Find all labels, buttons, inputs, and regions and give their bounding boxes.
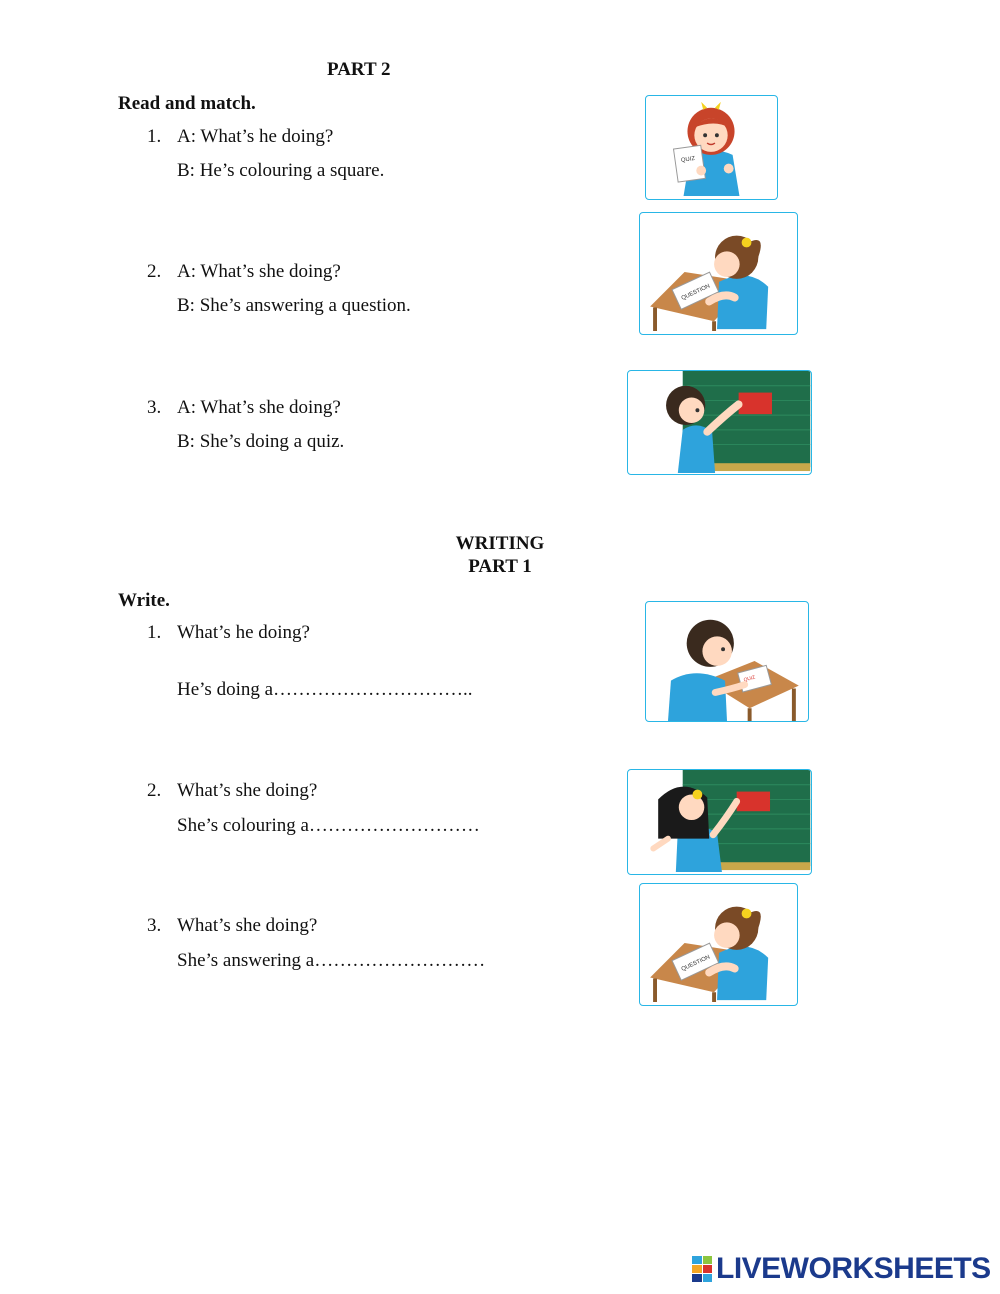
- liveworksheets-brand: LIVEWORKSHEETS: [716, 1252, 991, 1285]
- writing-item-2-number: 2.: [147, 780, 162, 801]
- girl-question-illustration: [640, 213, 797, 334]
- writing-subheading: PART 1: [468, 556, 532, 577]
- part2-item-3-answer: B: She’s doing a quiz.: [177, 431, 345, 452]
- part2-item-2-question: A: What’s she doing?: [177, 261, 341, 282]
- picture-girl-writing-question-2: [639, 883, 798, 1006]
- writing-item-3-question: What’s she doing?: [177, 915, 318, 936]
- part2-item-1-number: 1.: [147, 126, 162, 147]
- writing-item-1-number: 1.: [147, 622, 162, 643]
- girl-board-illustration: [628, 770, 811, 874]
- writing-item-3-number: 3.: [147, 915, 162, 936]
- boy-board-illustration: [628, 371, 811, 474]
- picture-boy-doing-quiz: [645, 601, 809, 722]
- quiz-label: QUIZ: [680, 155, 696, 164]
- part2-instruction: Read and match.: [118, 93, 256, 114]
- picture-girl-colouring-square: [627, 769, 812, 875]
- question-label-2: QUESTION: [680, 954, 712, 973]
- picture-girl-holding-quiz[interactable]: [645, 95, 778, 200]
- boy-quiz-desk-illustration: [646, 602, 808, 721]
- writing-heading: WRITING: [455, 533, 545, 554]
- part2-item-1-answer: B: He’s colouring a square.: [177, 160, 385, 181]
- girl-question-illustration-2: [640, 884, 797, 1005]
- writing-item-1-answer-blank[interactable]: He’s doing a…………………………..: [177, 679, 473, 700]
- writing-item-2-answer-blank[interactable]: She’s colouring a………………………: [177, 815, 480, 836]
- part2-item-2-answer: B: She’s answering a question.: [177, 295, 411, 316]
- part2-item-1-question: A: What’s he doing?: [177, 126, 334, 147]
- writing-item-1-question: What’s he doing?: [177, 622, 310, 643]
- picture-boy-colouring-square[interactable]: [627, 370, 812, 475]
- part2-item-3-question: A: What’s she doing?: [177, 397, 341, 418]
- liveworksheets-mark-icon: [692, 1256, 712, 1282]
- writing-item-2-question: What’s she doing?: [177, 780, 318, 801]
- picture-girl-writing-question-1[interactable]: [639, 212, 798, 335]
- girl-quiz-illustration: [646, 96, 777, 199]
- part2-item-3-number: 3.: [147, 397, 162, 418]
- quiz-label-2: QUIZ: [743, 675, 756, 684]
- part2-heading: PART 2: [327, 59, 391, 80]
- part2-item-2-number: 2.: [147, 261, 162, 282]
- question-label: QUESTION: [680, 283, 712, 302]
- liveworksheets-logo[interactable]: [692, 1252, 991, 1286]
- writing-instruction: Write.: [118, 590, 170, 611]
- writing-item-3-answer-blank[interactable]: She’s answering a………………………: [177, 950, 486, 971]
